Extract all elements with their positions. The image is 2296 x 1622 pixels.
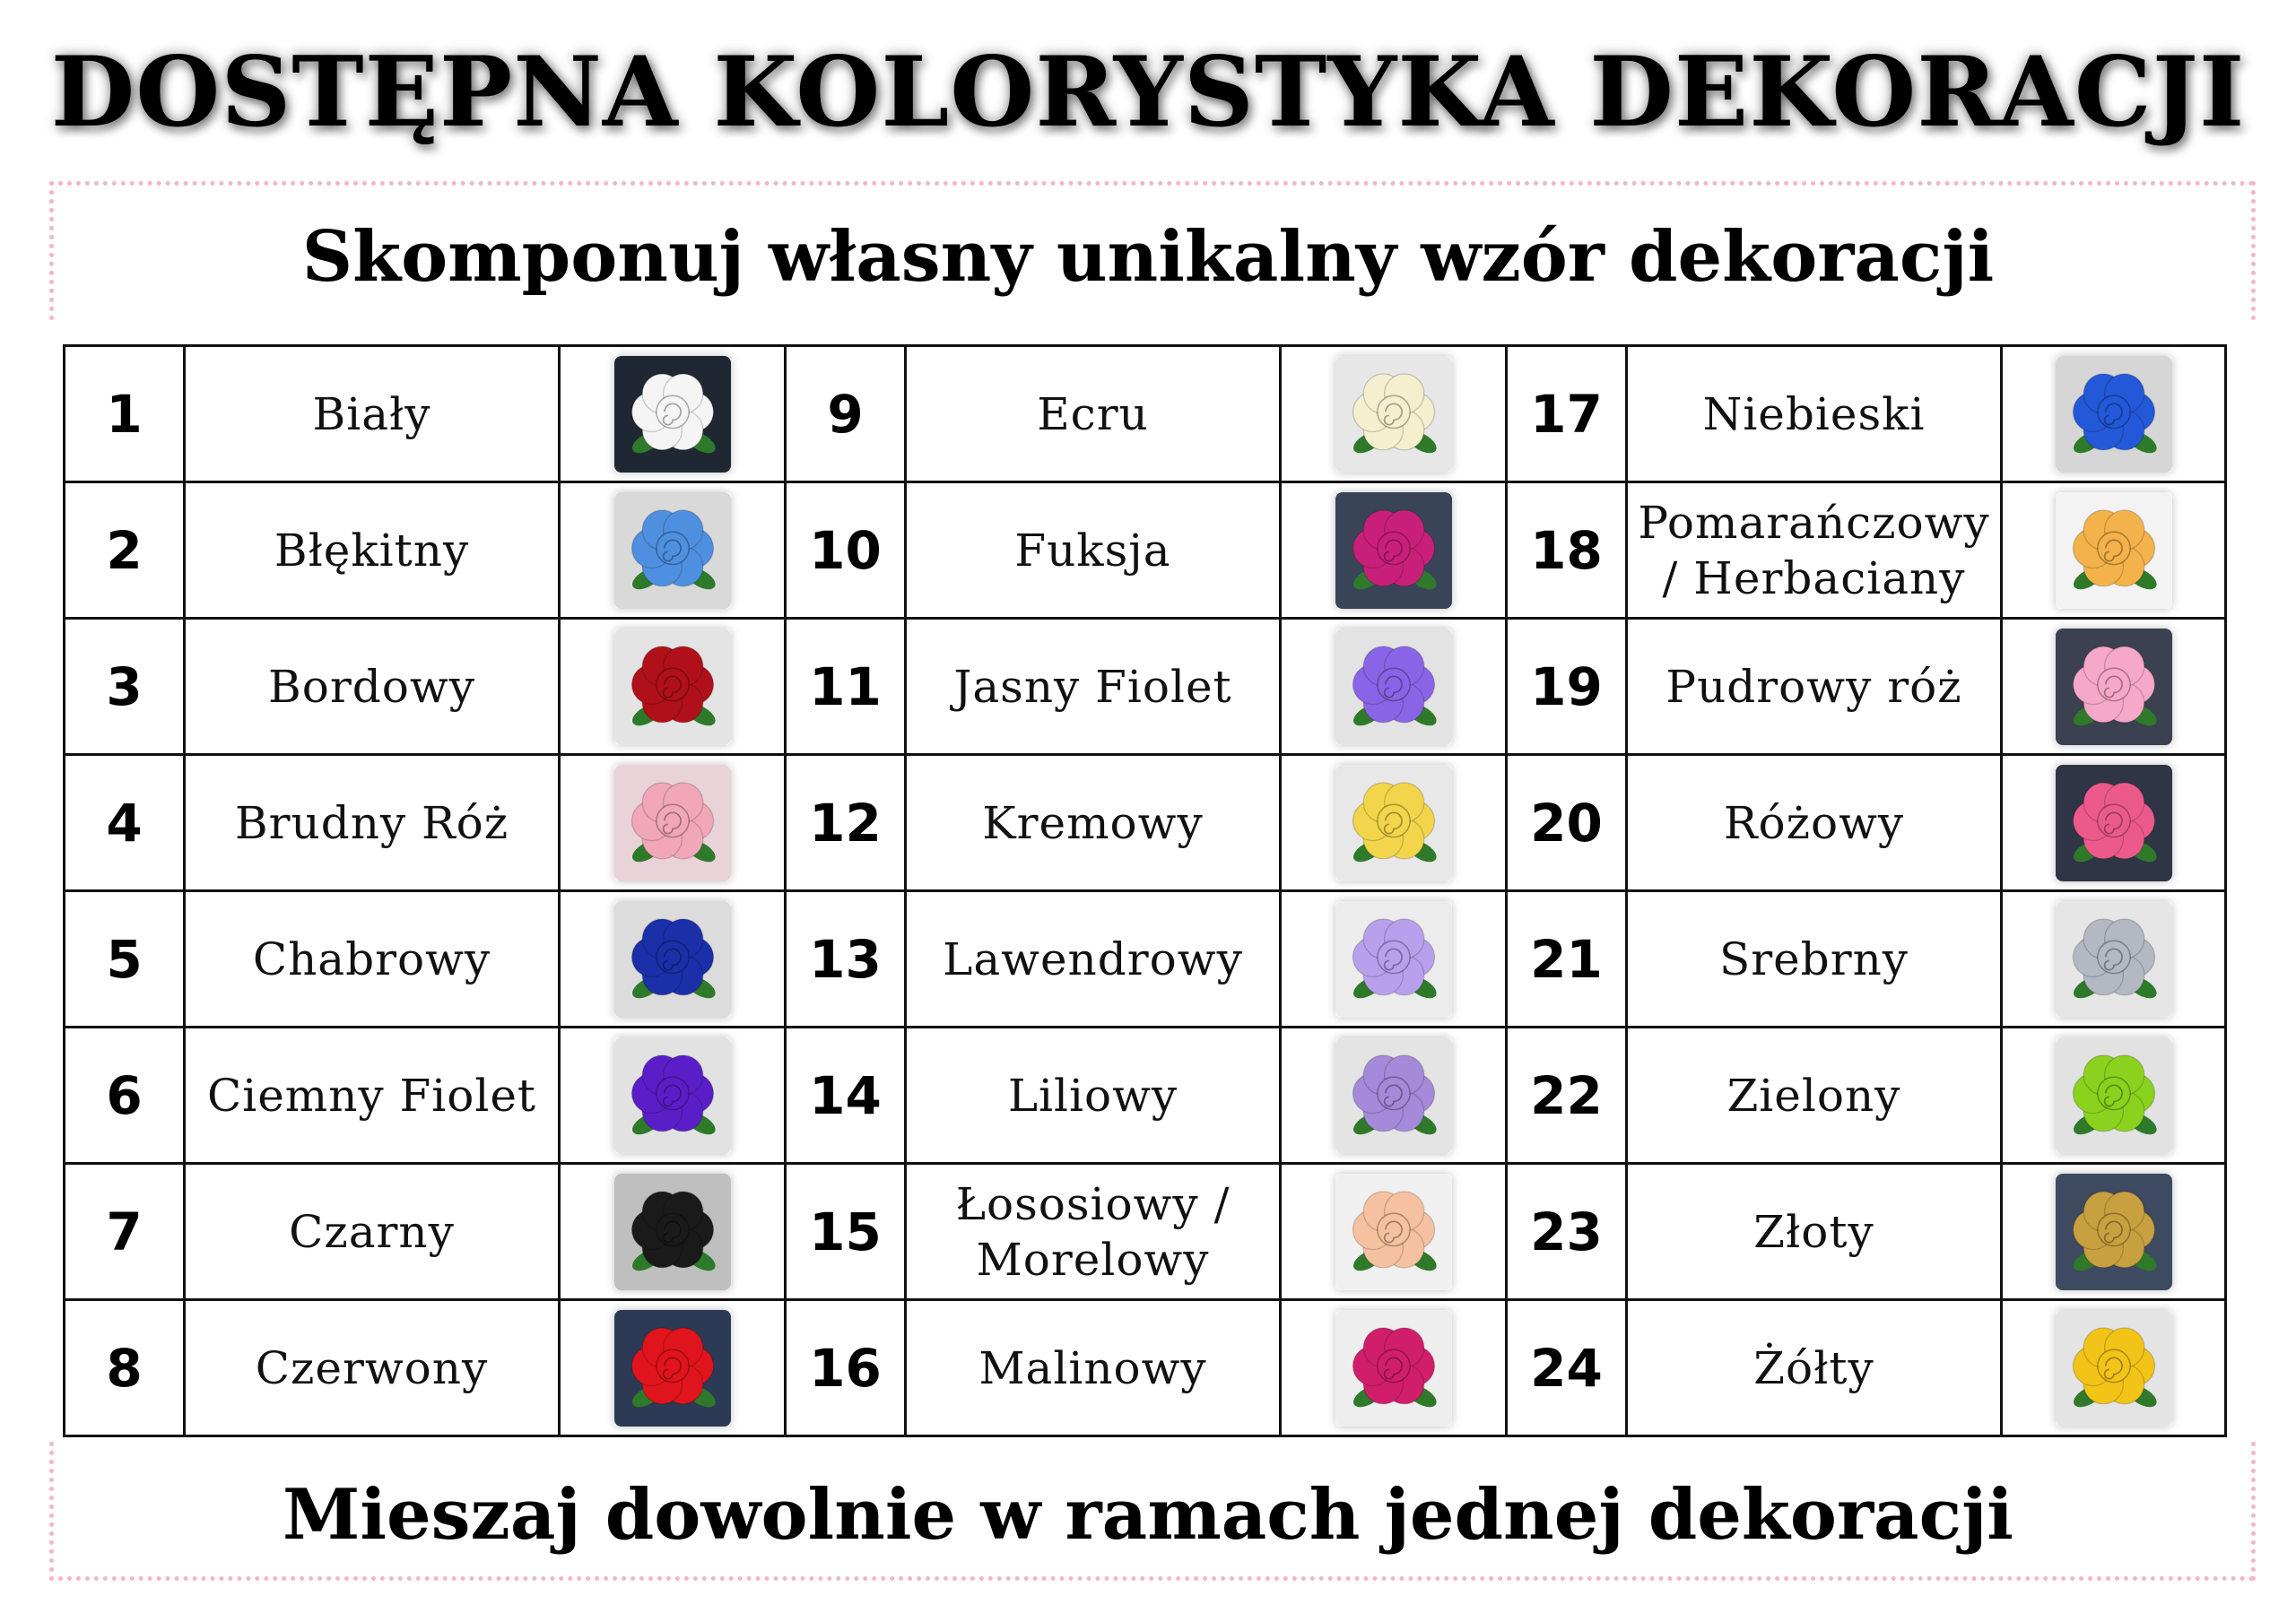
rose-icon bbox=[614, 901, 731, 1018]
rose-icon bbox=[614, 1310, 731, 1427]
color-sample-cell bbox=[1281, 1164, 1507, 1300]
rose-icon bbox=[2056, 901, 2172, 1018]
color-sample-cell bbox=[1281, 482, 1507, 619]
color-sample-cell bbox=[1281, 1300, 1507, 1436]
color-sample-cell bbox=[2002, 1300, 2226, 1436]
color-sample-cell bbox=[560, 755, 786, 891]
color-number: 10 bbox=[786, 482, 906, 619]
color-sample-cell bbox=[2002, 346, 2226, 482]
rose-icon bbox=[1335, 901, 1452, 1018]
color-sample-cell bbox=[1281, 346, 1507, 482]
color-name: Pomarańczowy / Herbaciany bbox=[1627, 482, 2002, 619]
color-sample-cell bbox=[560, 1300, 786, 1436]
color-name: Błękitny bbox=[185, 482, 560, 619]
color-name: Różowy bbox=[1627, 755, 2002, 891]
table-row bbox=[65, 346, 2226, 482]
table-row bbox=[65, 1300, 2226, 1436]
rose-icon bbox=[614, 1037, 731, 1154]
color-number: 1 bbox=[65, 346, 185, 482]
rose-icon bbox=[1335, 492, 1452, 609]
color-name: Bordowy bbox=[185, 619, 560, 755]
table-row bbox=[65, 1164, 2226, 1300]
color-name: Złoty bbox=[1627, 1164, 2002, 1300]
color-number: 20 bbox=[1507, 755, 1627, 891]
table-row bbox=[65, 1028, 2226, 1164]
color-number: 19 bbox=[1507, 619, 1627, 755]
color-number: 21 bbox=[1507, 891, 1627, 1028]
color-sample-cell bbox=[560, 619, 786, 755]
table-row bbox=[65, 755, 2226, 891]
rose-icon bbox=[2056, 1174, 2172, 1290]
color-name: Srebrny bbox=[1627, 891, 2002, 1028]
color-sample-cell bbox=[560, 346, 786, 482]
color-name: Czarny bbox=[185, 1164, 560, 1300]
color-name: Jasny Fiolet bbox=[906, 619, 1281, 755]
table-row bbox=[65, 619, 2226, 755]
color-table-body bbox=[65, 346, 2226, 1436]
color-name: Niebieski bbox=[1627, 346, 2002, 482]
color-name: Lawendrowy bbox=[906, 891, 1281, 1028]
color-sample-cell bbox=[560, 1164, 786, 1300]
color-sample-cell bbox=[560, 1028, 786, 1164]
color-number: 18 bbox=[1507, 482, 1627, 619]
color-number: 23 bbox=[1507, 1164, 1627, 1300]
color-number: 5 bbox=[65, 891, 185, 1028]
rose-icon bbox=[614, 629, 731, 745]
rose-icon bbox=[614, 356, 731, 473]
rose-icon bbox=[2056, 629, 2172, 745]
color-sample-cell bbox=[2002, 482, 2226, 619]
color-number: 16 bbox=[786, 1300, 906, 1436]
color-sample-cell bbox=[2002, 755, 2226, 891]
color-name: Chabrowy bbox=[185, 891, 560, 1028]
color-number: 11 bbox=[786, 619, 906, 755]
color-sample-cell bbox=[560, 891, 786, 1028]
color-number: 17 bbox=[1507, 346, 1627, 482]
color-number: 24 bbox=[1507, 1300, 1627, 1436]
color-sample-cell bbox=[2002, 1028, 2226, 1164]
color-number: 12 bbox=[786, 755, 906, 891]
color-number: 4 bbox=[65, 755, 185, 891]
color-sample-cell bbox=[1281, 1028, 1507, 1164]
rose-icon bbox=[2056, 1310, 2172, 1427]
color-name: Liliowy bbox=[906, 1028, 1281, 1164]
rose-icon bbox=[2056, 356, 2172, 473]
color-name: Żółty bbox=[1627, 1300, 2002, 1436]
page-title: DOSTĘPNA KOLORYSTYKA DEKORACJI bbox=[50, 36, 2246, 149]
color-name: Fuksja bbox=[906, 482, 1281, 619]
color-number: 15 bbox=[786, 1164, 906, 1300]
color-sample-cell bbox=[560, 482, 786, 619]
color-name: Malinowy bbox=[906, 1300, 1281, 1436]
color-name: Zielony bbox=[1627, 1028, 2002, 1164]
color-name: Ecru bbox=[906, 346, 1281, 482]
color-name: Łososiowy / Morelowy bbox=[906, 1164, 1281, 1300]
table-row bbox=[65, 891, 2226, 1028]
color-number: 9 bbox=[786, 346, 906, 482]
rose-icon bbox=[1335, 765, 1452, 881]
rose-icon bbox=[1335, 629, 1452, 745]
rose-icon bbox=[614, 765, 731, 881]
color-name: Pudrowy róż bbox=[1627, 619, 2002, 755]
rose-icon bbox=[2056, 492, 2172, 609]
rose-icon bbox=[614, 492, 731, 609]
subtitle-mix: Mieszaj dowolnie w ramach jednej dekoracji bbox=[283, 1474, 2013, 1556]
subtitle-compose: Skomponuj własny unikalny wzór dekoracji bbox=[301, 216, 1995, 298]
color-number: 22 bbox=[1507, 1028, 1627, 1164]
rose-icon bbox=[2056, 765, 2172, 881]
color-table bbox=[63, 344, 2227, 1437]
color-number: 13 bbox=[786, 891, 906, 1028]
color-name: Kremowy bbox=[906, 755, 1281, 891]
color-number: 14 bbox=[786, 1028, 906, 1164]
color-name: Biały bbox=[185, 346, 560, 482]
color-sample-cell bbox=[2002, 891, 2226, 1028]
color-sample-cell bbox=[2002, 1164, 2226, 1300]
color-number: 7 bbox=[65, 1164, 185, 1300]
rose-icon bbox=[1335, 356, 1452, 473]
color-number: 6 bbox=[65, 1028, 185, 1164]
color-sample-cell bbox=[1281, 755, 1507, 891]
rose-icon bbox=[2056, 1037, 2172, 1154]
rose-icon bbox=[1335, 1037, 1452, 1154]
color-name: Czerwony bbox=[185, 1300, 560, 1436]
color-name: Ciemny Fiolet bbox=[185, 1028, 560, 1164]
color-number: 2 bbox=[65, 482, 185, 619]
color-number: 8 bbox=[65, 1300, 185, 1436]
rose-icon bbox=[1335, 1310, 1452, 1427]
rose-icon bbox=[1335, 1174, 1452, 1290]
color-sample-cell bbox=[2002, 619, 2226, 755]
table-row bbox=[65, 482, 2226, 619]
color-name: Brudny Róż bbox=[185, 755, 560, 891]
color-sample-cell bbox=[1281, 891, 1507, 1028]
color-sample-cell bbox=[1281, 619, 1507, 755]
rose-icon bbox=[614, 1174, 731, 1290]
color-number: 3 bbox=[65, 619, 185, 755]
